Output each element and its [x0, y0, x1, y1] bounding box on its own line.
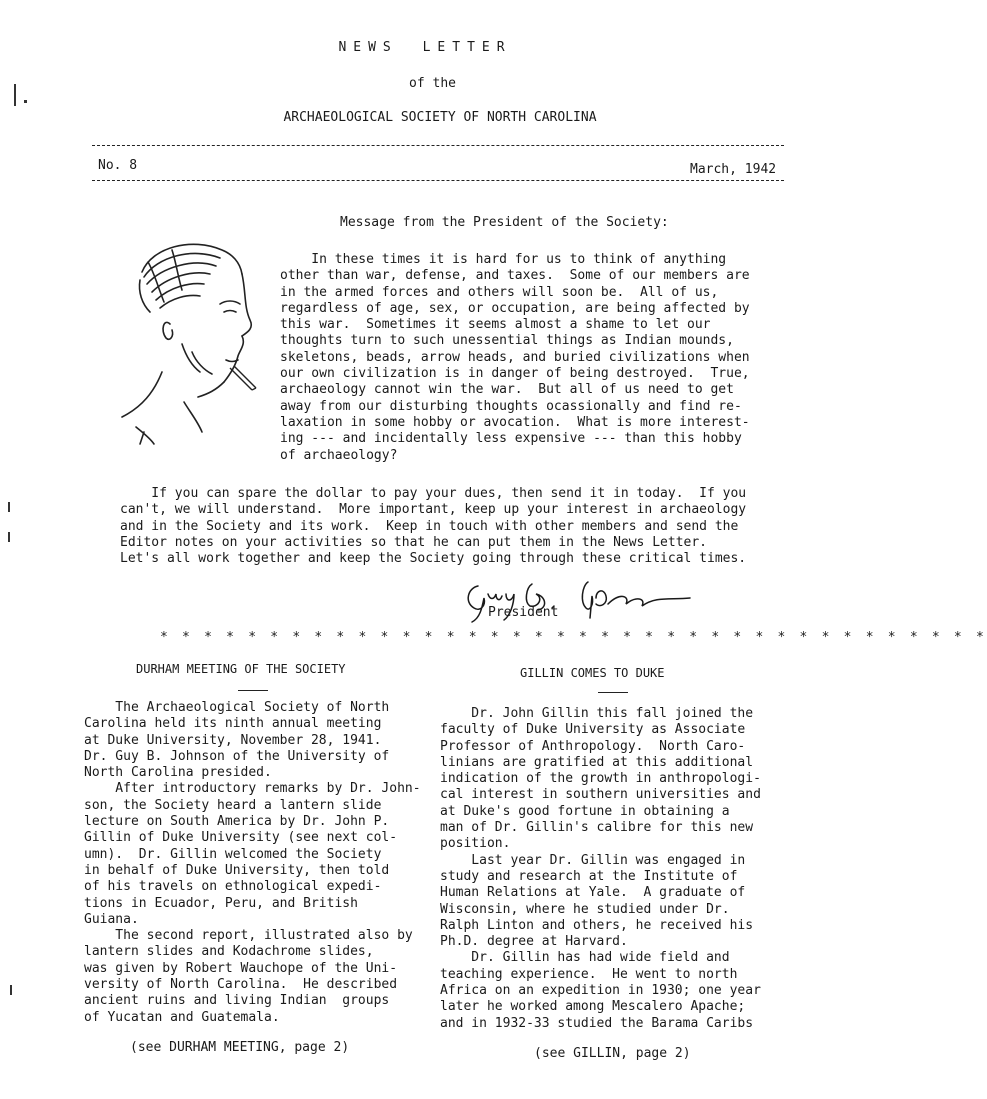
president-portrait-sketch: [112, 232, 272, 447]
header-rule-top: [92, 145, 784, 146]
issue-date: March, 1942: [690, 162, 777, 177]
right-article-continued: (see GILLIN, page 2): [534, 1046, 691, 1061]
margin-mark: [14, 84, 16, 106]
newsletter-of-the: of the: [409, 76, 456, 91]
left-article-continued: (see DURHAM MEETING, page 2): [130, 1040, 350, 1055]
margin-mark: [24, 100, 27, 103]
star-separator: * * * * * * * * * * * * * * * * * * * * * * * * * * * * * * * * * * * * * *: [160, 630, 987, 645]
margin-mark: [8, 532, 10, 542]
newsletter-title: NEWS LETTER: [338, 40, 512, 55]
header-rule-bottom: [92, 180, 784, 181]
message-heading: Message from the President of the Society:: [340, 215, 669, 230]
right-heading-rule: [598, 692, 628, 693]
left-heading-rule: [238, 690, 268, 691]
message-paragraph-1: In these times it is hard for us to think of anything other than war, defense, and taxes. Some of our members are in the armed forces and others will soon be. All of us, regardless of age, sex, or occupation, are being affected by this war. Sometimes it seems almost a shame to let our thoughts turn to such unessential things as Indian mounds, skeletons, beads, arrow heads, and buried civilizations when our own civilization is in danger of being destroyed. True, archaeology cannot win the war. But all of us need to get away from our disturbing thoughts ocassionally and find re- laxation in some hobby or avocation. What is more interest- ing --- and incidentally less expensive --- than this hobby of archaeology?: [280, 252, 750, 463]
issue-number: No. 8: [98, 158, 138, 173]
margin-mark: [8, 502, 10, 512]
right-article-body: Dr. John Gillin this fall joined the faculty of Duke University as Associate Professor of Anthropology. North Caro- linians are gratified at this additional indication of the growth in anthropologi- cal interest in southern universities and at Duke's good fortune in obtaining a man of Dr. Gillin's calibre for this new position. Last year Dr. Gillin was engaged in study and research at the Institute of Human Relations at Yale. A graduate of Wisconsin, where he studied under Dr. Ralph Linton and others, he received his Ph.D. degree at Harvard. Dr. Gillin has had wide field and teaching experience. He went to north Africa on an expedition in 1930; one year later he worked among Mescalero Apache; and in 1932-33 studied the Barama Caribs: [440, 706, 761, 1031]
left-article-heading: DURHAM MEETING OF THE SOCIETY: [136, 662, 346, 676]
left-article-body: The Archaeological Society of North Carolina held its ninth annual meeting at Duke University, November 28, 1941. Dr. Guy B. Johnson of the University of North Carolina presided. After introductory remarks by Dr. John- son, the Society heard a lantern slide lecture on South America by Dr. John P. Gillin of Duke University (see next col- umn). Dr. Gillin welcomed the Society in behalf of Duke University, then told of his travels on ethnological expedi- tions in Ecuador, Peru, and British Guiana. The second report, illustrated also by lantern slides and Kodachrome slides, was given by Robert Wauchope of the Uni- versity of North Carolina. He described ancient ruins and living Indian groups of Yucatan and Guatemala.: [84, 700, 421, 1025]
margin-mark: [10, 985, 12, 995]
message-paragraph-2: If you can spare the dollar to pay your dues, then send it in today. If you can't, we will understand. More important, keep up your interest in archaeology and in the Society and its work. Keep in touch with other members and send the Editor notes on your activities so that he can put them in the News Letter. Let's all work together and keep the Society going through these critical times.: [120, 486, 747, 567]
signature-title: President: [488, 605, 559, 620]
right-article-heading: GILLIN COMES TO DUKE: [520, 666, 665, 680]
society-name: ARCHAEOLOGICAL SOCIETY OF NORTH CAROLINA: [283, 110, 597, 125]
